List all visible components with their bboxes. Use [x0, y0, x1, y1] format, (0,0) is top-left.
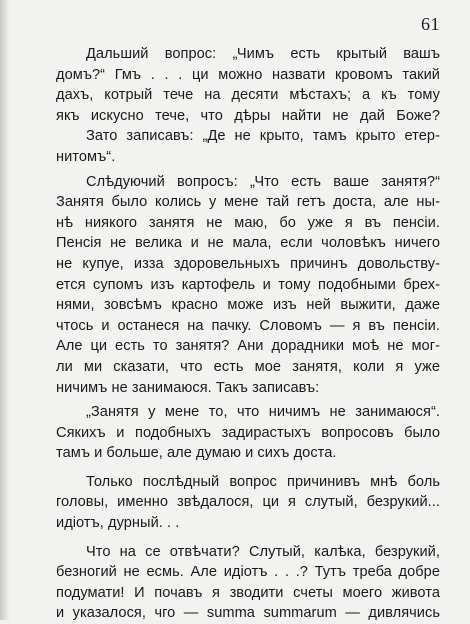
text-line: ется супомъ изъ картофель и тому подобными брех-: [56, 276, 440, 293]
text-line: безногий не есмь. Але идіотъ . . .? Тутъ треба добре: [56, 564, 440, 581]
text-line: Але ци есть то занятя? Ани дорадники моѣ не мог-: [56, 338, 440, 355]
text-line: Что на се отвѣчати? Слутый, калѣка, безрукий,: [86, 543, 440, 560]
page-gutter-shadow: [0, 0, 10, 620]
paragraph-3: [56, 172, 440, 399]
text-line: тамъ и больше, але думаю и сихъ доста.: [56, 445, 337, 462]
body-text: [56, 44, 440, 624]
paragraph-6: [56, 542, 440, 624]
paragraph-5: [56, 472, 440, 534]
text-line: не купуе, изза здоровельныхъ причинъ довольству-: [56, 255, 440, 272]
text-line: Только послѣдный вопрос причинивъ мнѣ боль: [86, 473, 440, 490]
paragraph-4: [56, 402, 440, 464]
text-line: Занятя было колись у мене тай гетъ доста, але ны-: [56, 194, 440, 211]
text-line: нитомъ“.: [56, 148, 116, 165]
text-line: Дальший вопрос: „Чимъ есть крытый вашъ: [86, 46, 440, 62]
text-line: Сякихъ и подобныхъ задирастыхъ вопросовъ было: [56, 424, 440, 441]
paragraph-2: [56, 126, 440, 167]
text-line: якъ искусно тече, что дѣры найти не дай Боже?: [56, 107, 440, 124]
text-line: нѣ ниякого занятя не маю, бо уже я въ пенсіи.: [56, 214, 440, 231]
text-line: Пенсія не велика и не мала, если чоловѣкъ ничего: [56, 235, 440, 252]
text-line: головы, именно звѣдалося, ци я слутый, безрукий...: [56, 494, 440, 511]
text-line: дахъ, котрый тече на десяти мѣстахъ; а къ тому: [56, 87, 440, 104]
text-line: чтось и останеся на пачку. Словомъ — я въ пенсіи.: [56, 317, 440, 334]
text-line: ничимъ не занимаюся. Такъ записавъ:: [56, 379, 320, 396]
text-line: и указалося, чго — summa summarum — дивлячись: [56, 605, 440, 622]
text-line: Слѣдуючий вопросъ: „Что есть ваше занятя?“: [86, 173, 440, 190]
text-line: ли ми сказати, что есть мое занятя, коли я уже: [56, 358, 440, 375]
page-number: 61: [421, 14, 440, 34]
text-line: домъ?“ Гмъ . . . ци можно назвати кровомъ такий: [56, 66, 440, 83]
paragraph-1: [56, 44, 440, 126]
text-line: нями, зовсѣмъ красно може изъ ней выжити, даже: [56, 297, 440, 314]
text-line: подумати! И почавъ я зводити счеты моего живота: [56, 584, 440, 601]
text-line: „Занятя у мене то, что ничимъ не занимаюся“.: [86, 404, 440, 421]
text-line: Зато записавъ: „Де не крыто, тамъ крыто етер-: [86, 128, 440, 145]
text-line: идіотъ, дурный. . .: [56, 515, 180, 532]
